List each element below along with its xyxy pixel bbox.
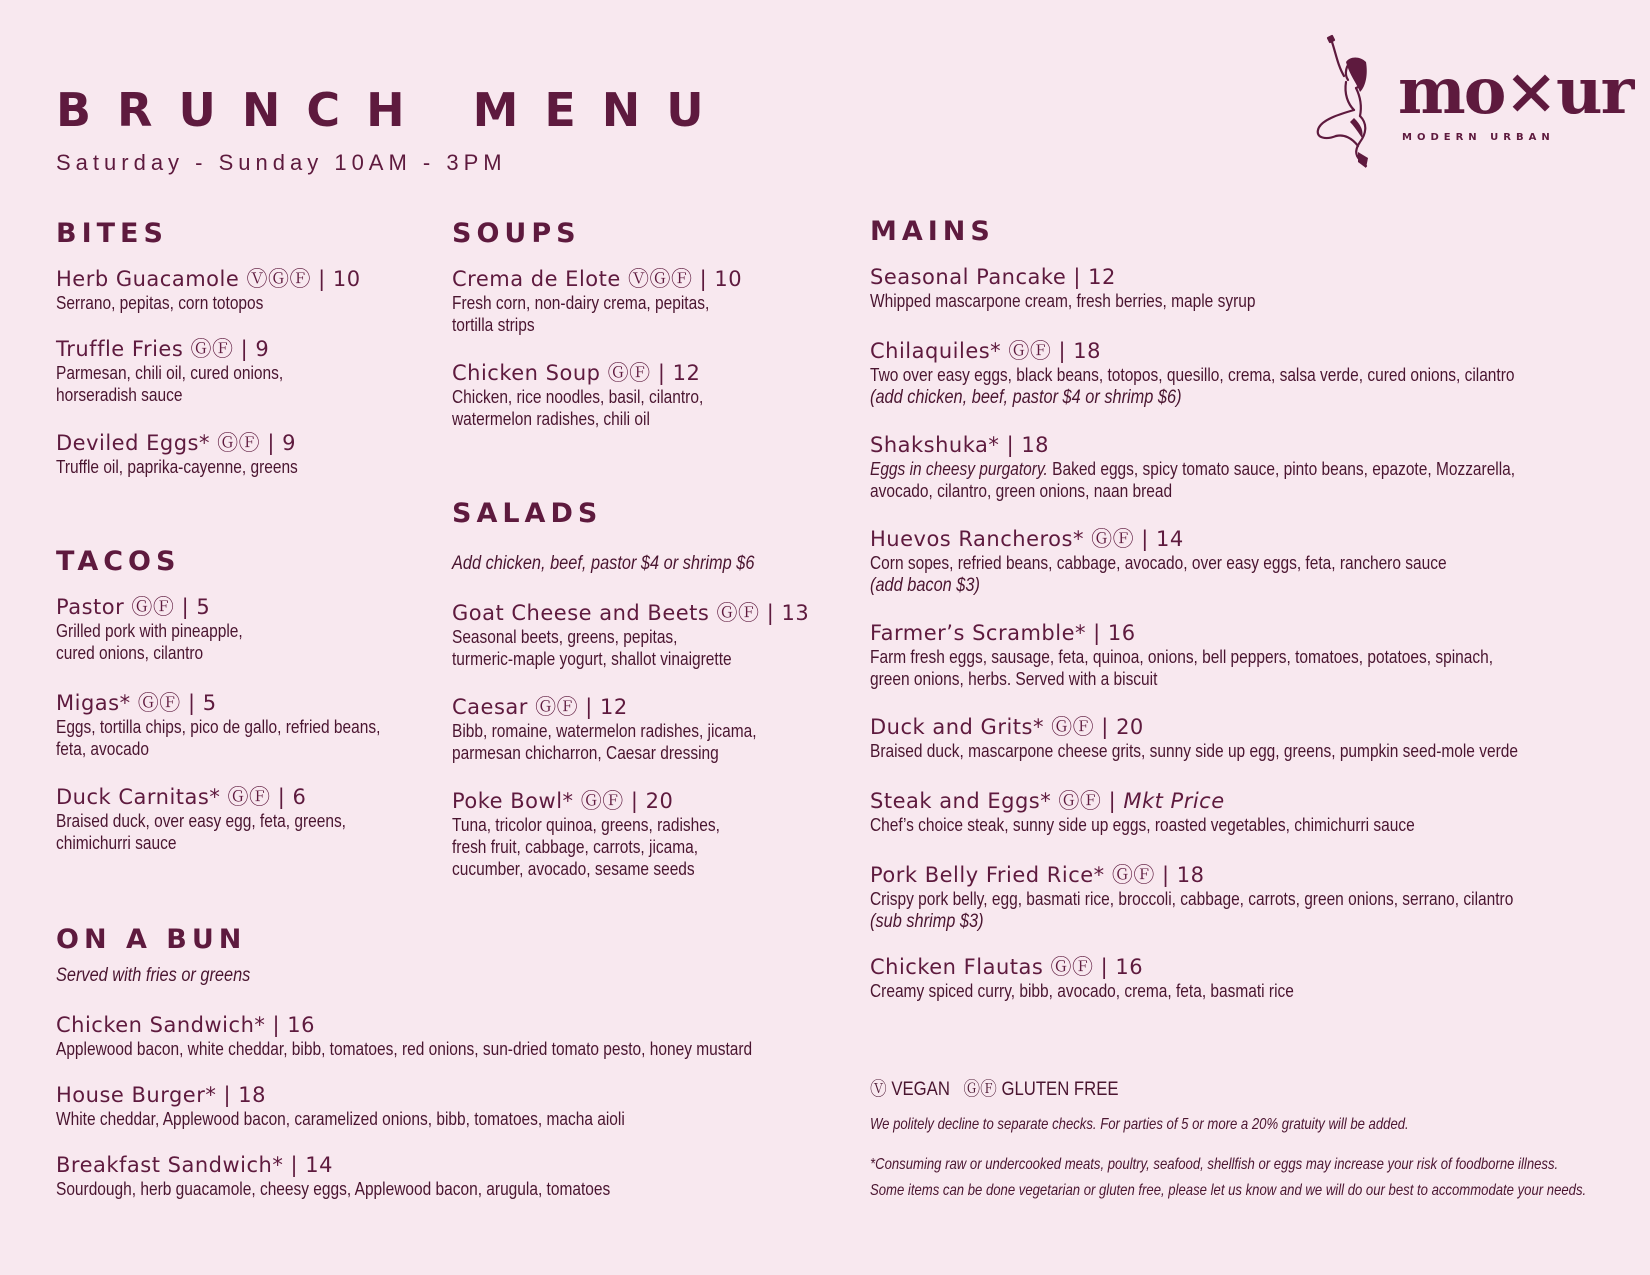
item-description: Two over easy eggs, black beans, totopos, quesillo, crema, salsa verde, cured onions, cilantro [870, 365, 1515, 385]
item-description: Braised duck, mascarpone cheese grits, sunny side up egg, greens, pumpkin seed-mole verde [870, 741, 1518, 761]
item-tagline: Eggs in cheesy purgatory. [870, 459, 1048, 479]
item-description: cucumber, avocado, sesame seeds [452, 859, 695, 879]
menu-item [870, 526, 1540, 597]
item-addon-note: (add bacon $3) [870, 575, 980, 596]
item-description: cured onions, cilantro [56, 643, 204, 663]
page-title: BRUNCH MENU [56, 83, 730, 137]
item-description: Crispy pork belly, egg, basmati rice, broccoli, cabbage, carrots, green onions, serrano, cilantro [870, 889, 1514, 909]
item-description: Seasonal beets, greens, pepitas, [452, 627, 678, 647]
menu-item [870, 954, 1363, 1002]
item-name: Pastor ⒼⒻ | 5 [56, 595, 211, 619]
item-name: Crema de Elote ⓋⒼⒻ | 10 [452, 267, 743, 291]
item-description: fresh fruit, cabbage, carrots, jicama, [452, 837, 699, 857]
item-description: avocado, cilantro, green onions, naan bread [870, 481, 1173, 501]
item-name: Chicken Soup ⒼⒻ | 12 [452, 361, 701, 385]
checks-policy: We politely decline to separate checks. For parties of 5 or more a 20% gratuity will be added. [870, 1116, 1409, 1133]
dietary-accommodation-note: Some items can be done vegetarian or gluten free, please let us know and we will do our best to accommodate your needs. [870, 1182, 1587, 1199]
section-heading-on-a-bun: ON A BUN [56, 924, 247, 955]
item-description: watermelon radishes, chili oil [452, 409, 650, 429]
item-description: feta, avocado [56, 739, 149, 759]
item-addon-note: (add chicken, beef, pastor $4 or shrimp $6) [870, 387, 1182, 408]
section-heading-mains: MAINS [870, 216, 995, 247]
item-description: Truffle oil, paprika-cayenne, greens [56, 457, 298, 477]
menu-item [452, 266, 751, 336]
menu-item [870, 620, 1594, 690]
item-description: parmesan chicharron, Caesar dressing [452, 743, 719, 763]
item-description: Braised duck, over easy egg, feta, greens, [56, 811, 346, 831]
menu-item [452, 788, 764, 880]
menu-item [452, 694, 806, 764]
item-description: Grilled pork with pineapple, [56, 621, 243, 641]
item-description: Farm fresh eggs, sausage, feta, quinoa, onions, bell peppers, tomatoes, potatoes, spinach, [870, 647, 1494, 667]
item-description: Tuna, tricolor quinoa, greens, radishes, [452, 815, 720, 835]
menu-item [56, 1082, 717, 1130]
item-price: Mkt Price [1123, 789, 1225, 813]
menu-item [870, 264, 1318, 312]
item-description: Corn sopes, refried beans, cabbage, avocado, over easy eggs, feta, ranchero sauce [870, 553, 1447, 573]
menu-item [56, 784, 393, 854]
dietary-legend [870, 1074, 1127, 1101]
item-name: Chilaquiles* ⒼⒻ | 18 [870, 339, 1102, 363]
item-description: Sourdough, herb guacamole, cheesy eggs, Applewood bacon, arugula, tomatoes [56, 1179, 611, 1199]
menu-item [870, 788, 1503, 836]
menu-item [56, 1152, 700, 1200]
item-name: Poke Bowl* ⒼⒻ | 20 [452, 789, 674, 813]
item-description: Applewood bacon, white cheddar, bibb, tomatoes, red onions, sun-dried tomato pesto, honey mustard [56, 1039, 753, 1059]
item-addon-note: (sub shrimp $3) [870, 911, 984, 932]
logo-wordmark: mo×ur [1398, 54, 1633, 129]
item-name-text: Steak and Eggs* ⒼⒻ | [870, 789, 1124, 813]
menu-item [56, 430, 337, 478]
item-name: House Burger* | 18 [56, 1083, 266, 1107]
item-name [870, 788, 1503, 814]
item-description-text: Baked eggs, spicy tomato sauce, pinto beans, epazote, Mozzarella, [1052, 459, 1516, 479]
item-description: Eggs, tortilla chips, pico de gallo, refried beans, [56, 717, 381, 737]
menu-item [56, 266, 361, 314]
item-description: chimichurri sauce [56, 833, 177, 853]
item-description: green onions, herbs. Served with a biscuit [870, 669, 1158, 689]
item-description: Parmesan, chili oil, cured onions, [56, 363, 284, 383]
item-description: Chef’s choice steak, sunny side up eggs, roasted vegetables, chimichurri sauce [870, 815, 1415, 835]
section-heading-salads: SALADS [452, 498, 603, 529]
item-name: Shakshuka* | 18 [870, 433, 1050, 457]
item-name: Goat Cheese and Beets ⒼⒻ | 13 [452, 601, 810, 625]
menu-item [56, 594, 273, 664]
item-name: Farmer’s Scramble* | 16 [870, 621, 1136, 645]
item-description: Serrano, pepitas, corn totopos [56, 293, 264, 313]
menu-item [870, 862, 1618, 933]
menu-item [870, 338, 1619, 409]
section-heading-soups: SOUPS [452, 218, 581, 249]
item-name: Chicken Flautas ⒼⒻ | 16 [870, 955, 1144, 979]
menu-item [56, 690, 433, 760]
service-hours: Saturday - Sunday 10AM - 3PM [56, 150, 507, 175]
item-description: Whipped mascarpone cream, fresh berries, maple syrup [870, 291, 1256, 311]
item-name: Duck Carnitas* ⒼⒻ | 6 [56, 785, 307, 809]
item-name: Migas* ⒼⒻ | 5 [56, 691, 217, 715]
item-description [870, 458, 1515, 480]
gluten-free-legend: ⒼⒻ GLUTEN FREE [963, 1079, 1119, 1100]
item-name: Seasonal Pancake | 12 [870, 265, 1116, 289]
section-note: Add chicken, beef, pastor $4 or shrimp $6 [452, 553, 755, 574]
logo-tagline: MODERN URBAN [1402, 132, 1555, 143]
item-description: horseradish sauce [56, 385, 183, 405]
item-name: Huevos Rancheros* ⒼⒻ | 14 [870, 527, 1184, 551]
item-name: Duck and Grits* ⒼⒻ | 20 [870, 715, 1144, 739]
item-name: Breakfast Sandwich* | 14 [56, 1153, 333, 1177]
item-description: Creamy spiced curry, bibb, avocado, crema, feta, basmati rice [870, 981, 1294, 1001]
menu-item [452, 600, 809, 670]
item-description: turmeric-maple yogurt, shallot vinaigrette [452, 649, 732, 669]
item-name: Truffle Fries ⒼⒻ | 9 [56, 337, 270, 361]
menu-item [870, 714, 1623, 762]
item-name: Pork Belly Fried Rice* ⒼⒻ | 18 [870, 863, 1205, 887]
item-description: tortilla strips [452, 315, 535, 335]
item-description: Bibb, romaine, watermelon radishes, jicama, [452, 721, 757, 741]
vegan-legend: Ⓥ VEGAN [870, 1079, 950, 1100]
pinup-figure-icon [1310, 34, 1400, 170]
item-name: Chicken Sandwich* | 16 [56, 1013, 316, 1037]
item-name: Deviled Eggs* ⒼⒻ | 9 [56, 431, 296, 455]
menu-item [870, 432, 1620, 502]
menu-item [56, 336, 320, 406]
section-heading-tacos: TACOS [56, 546, 181, 577]
item-description: Fresh corn, non-dairy crema, pepitas, [452, 293, 710, 313]
item-description: White cheddar, Applewood bacon, caramelized onions, bibb, tomatoes, macha aioli [56, 1109, 625, 1129]
item-name: Herb Guacamole ⓋⒼⒻ | 10 [56, 267, 361, 291]
section-heading-bites: BITES [56, 218, 168, 249]
section-note: Served with fries or greens [56, 965, 251, 986]
menu-item [56, 1012, 866, 1060]
item-description: Chicken, rice noodles, basil, cilantro, [452, 387, 704, 407]
item-name: Caesar ⒼⒻ | 12 [452, 695, 628, 719]
menu-item [452, 360, 744, 430]
food-safety-disclaimer: *Consuming raw or undercooked meats, poultry, seafood, shellfish or eggs may increase your risk of foodborne illness. [870, 1156, 1559, 1173]
